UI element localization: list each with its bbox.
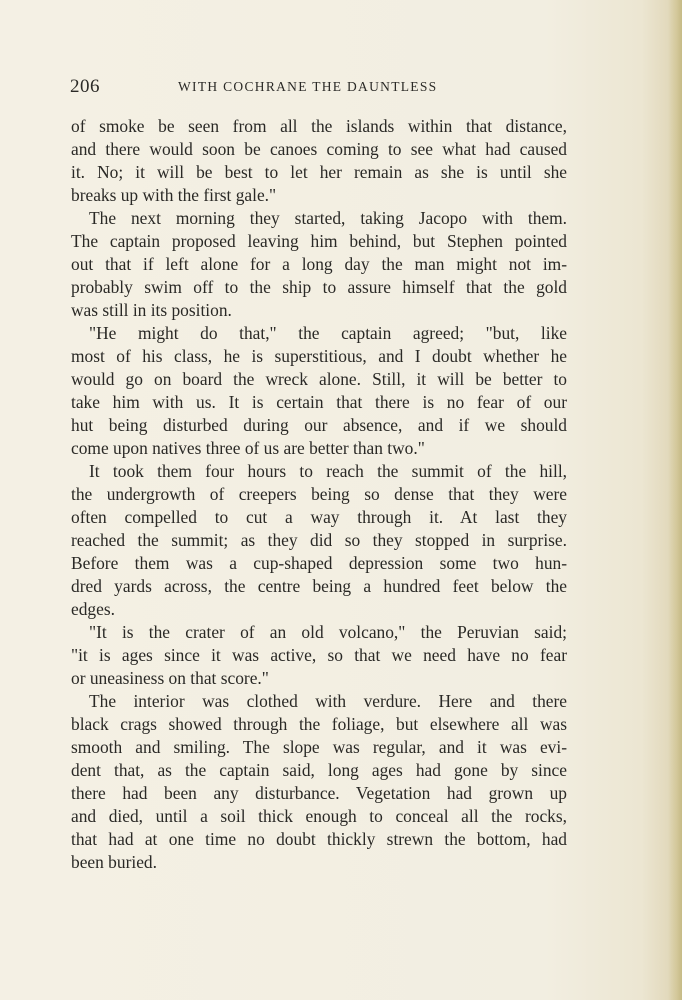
running-head: WITH COCHRANE THE DAUNTLESS [178,79,438,94]
text-line: edges. [71,599,115,619]
page-gutter-shadow [668,0,682,1000]
text-line: "He might do that," the captain agreed; "but, like [89,323,567,343]
text-line: reached the summit; as they did so they stopped in surprise. [71,530,567,550]
text-line: The captain proposed leaving him behind, but Stephen pointed [71,231,567,251]
text-line: there had been any disturbance. Vegetation had grown up [71,783,567,803]
text-line: would go on board the wreck alone. Still, it will be better to [71,369,567,389]
text-line: it. No; it will be best to let her remain as she is until she [71,162,567,182]
text-line: black crags showed through the foliage, but elsewhere all was [71,714,567,734]
text-line: Before them was a cup-shaped depression some two hun- [71,553,567,573]
text-line: been buried. [71,852,157,872]
text-line: probably swim off to the ship to assure himself that the gold [71,277,567,297]
text-line: the undergrowth of creepers being so dense that they were [71,484,567,504]
text-line: hut being disturbed during our absence, and if we should [71,415,567,435]
text-line: "It is the crater of an old volcano," the Peruvian said; [89,622,567,642]
page-header [70,76,567,100]
page-number: 206 [70,76,100,97]
text-line: and died, until a soil thick enough to conceal all the rocks, [71,806,567,826]
text-line: was still in its position. [71,300,232,320]
text-line: It took them four hours to reach the summit of the hill, [89,461,567,481]
text-line: The interior was clothed with verdure. Here and there [89,691,567,711]
text-line: dent that, as the captain said, long ages had gone by since [71,760,567,780]
text-line: take him with us. It is certain that there is no fear of our [71,392,567,412]
text-line: and there would soon be canoes coming to see what had caused [71,139,567,159]
text-line: or uneasiness on that score." [71,668,269,688]
text-line: that had at one time no doubt thickly strewn the bottom, had [71,829,567,849]
text-line: most of his class, he is superstitious, and I doubt whether he [71,346,567,366]
text-line: "it is ages since it was active, so that we need have no fear [71,645,567,665]
text-line: smooth and smiling. The slope was regular, and it was evi- [71,737,567,757]
body-text [71,115,567,874]
text-line: dred yards across, the centre being a hundred feet below the [71,576,567,596]
text-line: breaks up with the first gale." [71,185,277,205]
text-line: The next morning they started, taking Jacopo with them. [89,208,567,228]
text-line: of smoke be seen from all the islands within that distance, [71,116,567,136]
text-line: come upon natives three of us are better than two." [71,438,425,458]
text-line: often compelled to cut a way through it. At last they [71,507,567,527]
text-line: out that if left alone for a long day the man might not im- [71,254,567,274]
